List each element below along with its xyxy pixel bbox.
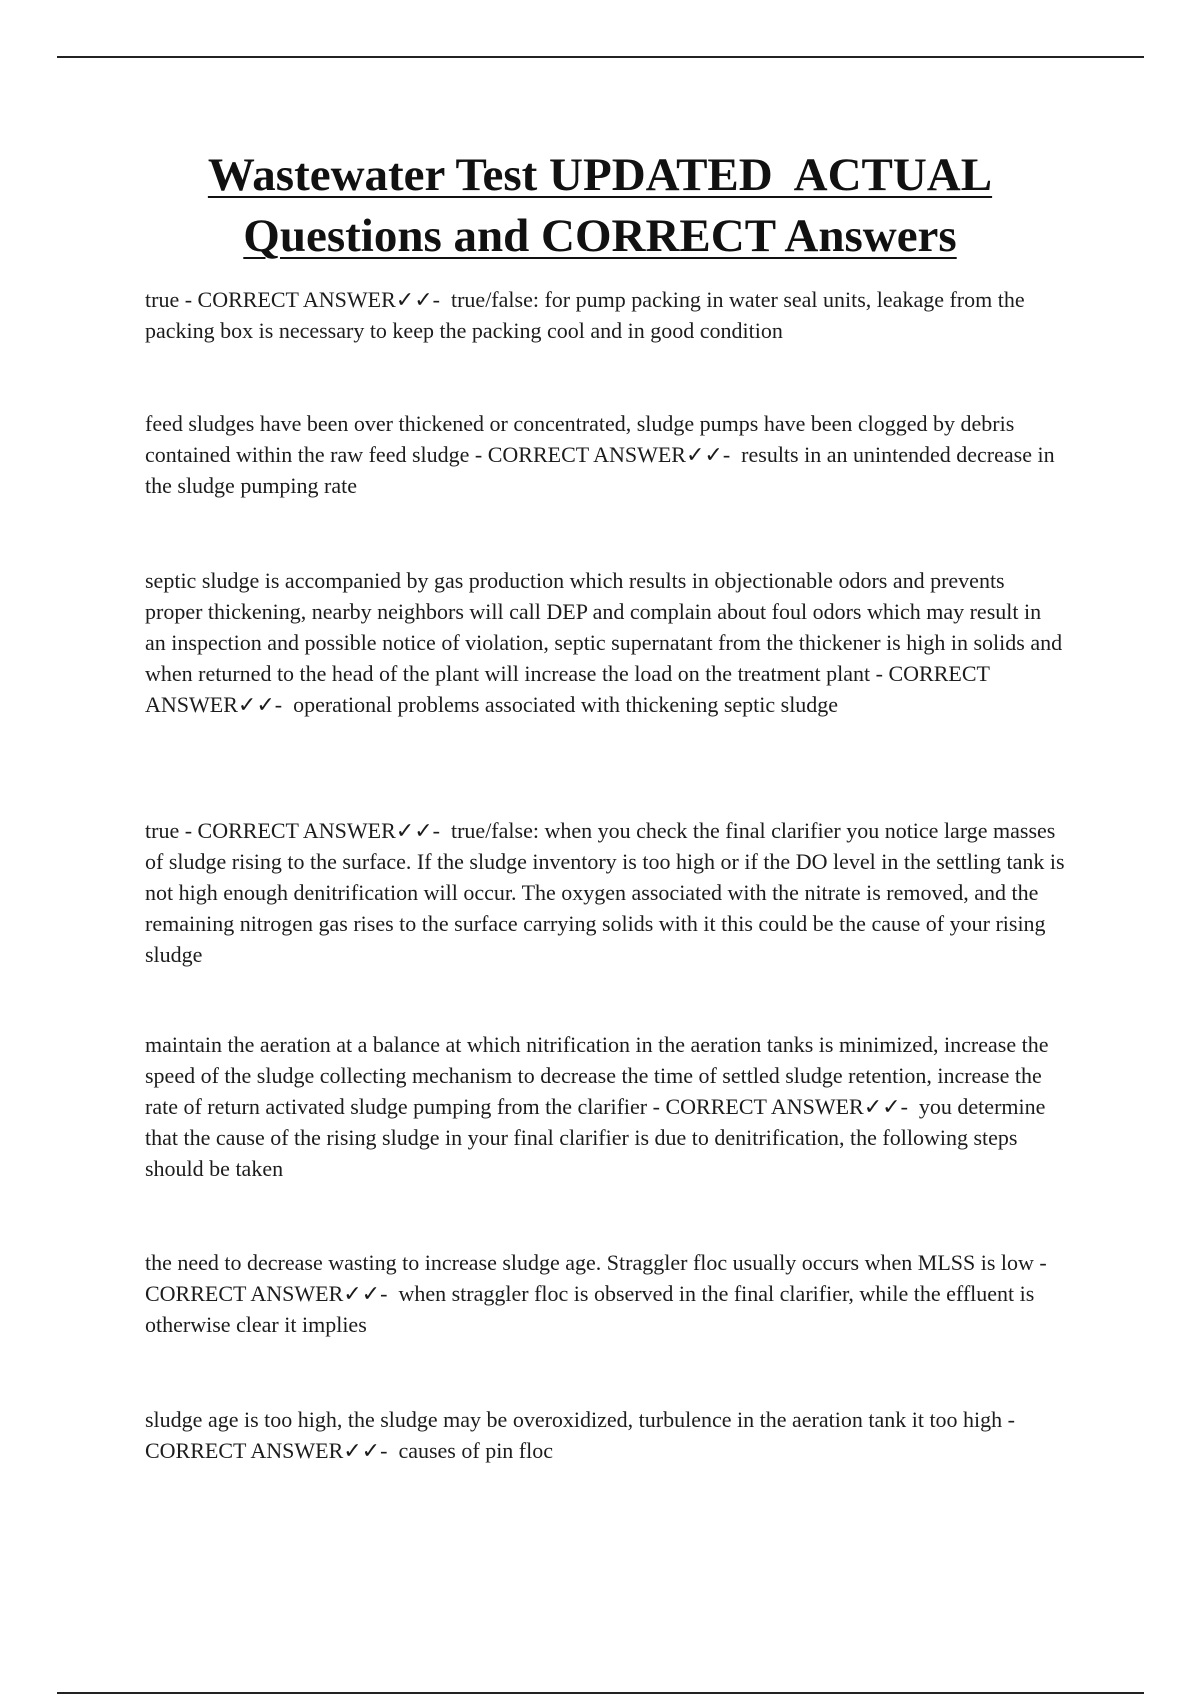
- correct-answer-marker: CORRECT ANSWER: [145, 1281, 344, 1306]
- qa-item: [145, 408, 1065, 501]
- qa-item: [145, 1247, 1065, 1340]
- qa-item: [145, 1404, 1065, 1466]
- check-mark-icon: ✓✓-: [685, 442, 736, 467]
- question-text: causes of pin floc: [392, 1438, 554, 1463]
- question-text: when straggler floc is observed in the final clarifier, while the effluent is otherwise clear it implies: [145, 1281, 1035, 1337]
- check-mark-icon: ✓✓-: [343, 1438, 393, 1463]
- document-title: [0, 145, 1200, 267]
- check-mark-icon: ✓✓-: [863, 1094, 914, 1119]
- question-text: operational problems associated with thickening septic sludge: [287, 692, 839, 717]
- qa-item: [145, 1029, 1065, 1184]
- correct-answer-marker: CORRECT ANSWER: [487, 442, 686, 467]
- question-text: you determine that the cause of the rising sludge in your final clarifier is due to denitrification, the following steps should be taken: [145, 1094, 1046, 1181]
- qa-item: [145, 565, 1065, 720]
- question-text: true/false: for pump packing in water seal units, leakage from the packing box is necessary to keep the packing cool and in good condition: [145, 287, 1025, 343]
- check-mark-icon: ✓✓-: [395, 818, 446, 843]
- question-text: results in an unintended decrease in the sludge pumping rate: [145, 442, 1055, 498]
- correct-answer-marker: CORRECT ANSWER: [145, 661, 990, 717]
- answer-text: true -: [145, 287, 198, 312]
- answer-text: maintain the aeration at a balance at which nitrification in the aeration tanks is minimized, increase the speed of the sludge collecting mechanism to decrease the time of settled sludge retention, increase the rate of return activated sludge pumping from the clarifier -: [145, 1032, 1049, 1119]
- answer-text: feed sludges have been over thickened or concentrated, sludge pumps have been clogged by debris contained within the raw feed sludge -: [145, 411, 1015, 467]
- check-mark-icon: ✓✓-: [237, 692, 288, 717]
- title-line-1: Wastewater Test UPDATED ACTUAL: [207, 149, 993, 201]
- correct-answer-marker: CORRECT ANSWER: [665, 1094, 864, 1119]
- correct-answer-marker: CORRECT ANSWER: [145, 1438, 344, 1463]
- check-mark-icon: ✓✓-: [343, 1281, 393, 1306]
- answer-text: sludge age is too high, the sludge may be overoxidized, turbulence in the aeration tank it too high -: [145, 1407, 1015, 1432]
- qa-item: [145, 815, 1065, 970]
- top-rule: [57, 56, 1144, 58]
- title-line-2: Questions and CORRECT Answers: [243, 210, 957, 262]
- answer-text: the need to decrease wasting to increase sludge age. Straggler floc usually occurs when MLSS is low -: [145, 1250, 1047, 1275]
- answer-text: septic sludge is accompanied by gas production which results in objectionable odors and prevents proper thickening, nearby neighbors will call DEP and complain about foul odors which may result in an inspection and possible notice of violation, septic supernatant from the thickener is high in solids and when returned to the head of the plant will increase the load on the treatment plant -: [145, 568, 1063, 686]
- correct-answer-marker: CORRECT ANSWER: [197, 287, 396, 312]
- answer-text: true -: [145, 818, 198, 843]
- qa-item: [145, 284, 1065, 346]
- correct-answer-marker: CORRECT ANSWER: [197, 818, 396, 843]
- question-text: true/false: when you check the final clarifier you notice large masses of sludge rising to the surface. If the sludge inventory is too high or if the DO level in the settling tank is not high enough denitrification will occur. The oxygen associated with the nitrate is removed, and the remaining nitrogen gas rises to the surface carrying solids with it this could be the cause of your rising sludge: [145, 818, 1065, 967]
- check-mark-icon: ✓✓-: [395, 287, 446, 312]
- bottom-rule: [57, 1692, 1144, 1694]
